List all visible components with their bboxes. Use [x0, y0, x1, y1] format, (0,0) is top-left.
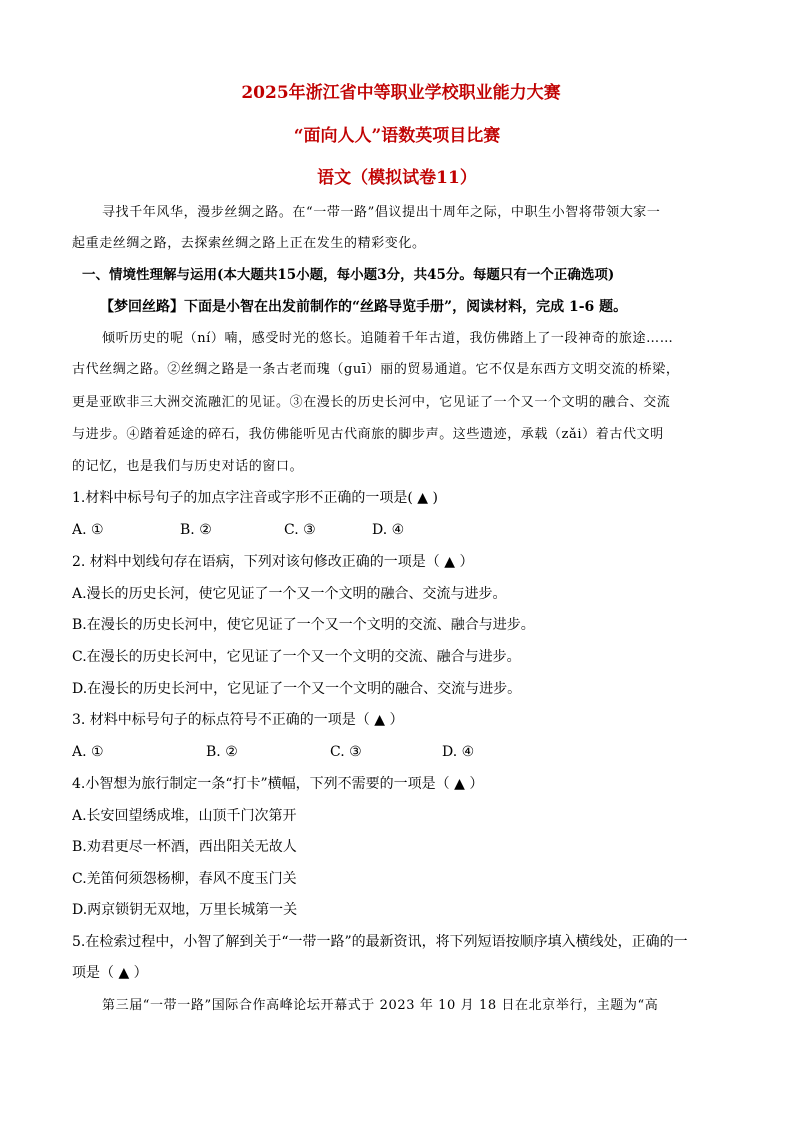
option-b: B.在漫长的历史长河中，使它见证了一个又一个文明的交流、融合与进步。 [72, 617, 535, 633]
passage-line: 倾听历史的呢（ní）喃，感受时光的悠长。追随着千年古道，我仿佛踏上了一段神奇的旅途…… [102, 331, 674, 346]
section-subheading: 【梦回丝路】下面是小智在出发前制作的“丝路导览手册”，阅读材料，完成 1-6 题。 [100, 299, 628, 315]
option-a: A.漫长的历史长河，使它见证了一个又一个文明的融合、交流与进步。 [72, 586, 507, 602]
option-b: B.劝君更尽一杯酒，西出阳关无故人 [72, 839, 297, 855]
option-a: A. ① [72, 744, 104, 760]
passage-line: 古代丝绸之路。②丝绸之路是一条古老而瑰（guī）丽的贸易通道。它不仅是东西方文明交流的桥梁， [72, 362, 680, 377]
exam-paper-name: 语文（模拟试卷11） [317, 168, 477, 188]
option-c: C. ③ [284, 522, 316, 538]
question-3-options [72, 742, 732, 762]
option-a: A. ① [72, 522, 104, 538]
option-d: D.两京锁钥无双地，万里长城第一关 [72, 902, 298, 918]
exam-subtitle: “面向人人”语数英项目比赛 [293, 126, 501, 146]
option-c: C. ③ [330, 744, 362, 760]
option-a: A.长安回望绣成堆，山顶千门次第开 [72, 808, 297, 824]
question-1-options [72, 520, 732, 540]
question-5-passage: 第三届“一带一路”国际合作高峰论坛开幕式于 2023 年 10 月 18 日在北京举行，主题为“高 [102, 998, 659, 1013]
option-c: C.在漫长的历史长河中，它见证了一个又一个文明的交流、融合与进步。 [72, 649, 521, 665]
question-5-stem-continued: 项是（ ▲ ） [72, 965, 148, 981]
option-c: C.羌笛何须怨杨柳，春风不度玉门关 [72, 871, 297, 887]
question-4-stem: 4.小智想为旅行制定一条“打卡”横幅，下列不需要的一项是（ ▲ ） [72, 776, 484, 792]
passage-line: 更是亚欧非三大洲交流融汇的见证。③在漫长的历史长河中，它见证了一个又一个文明的融合、交流 [72, 395, 671, 410]
intro-line-2: 起重走丝绸之路，去探索丝绸之路上正在发生的精彩变化。 [72, 236, 426, 251]
question-3-stem: 3. 材料中标号句子的标点符号不正确的一项是（ ▲ ） [72, 712, 404, 728]
intro-line-1: 寻找千年风华，漫步丝绸之路。在“一带一路”倡议提出十周年之际，中职生小智将带领大家一 [102, 205, 661, 220]
question-5-stem: 5.在检索过程中，小智了解到关于“一带一路”的最新资讯，将下列短语按顺序填入横线处，正确的一 [72, 934, 688, 950]
option-d: D. ④ [372, 522, 405, 538]
option-d: D.在漫长的历史长河中，它见证了一个又一个文明的融合、交流与进步。 [72, 681, 522, 697]
option-d: D. ④ [442, 744, 475, 760]
section-heading: 一、情境性理解与运用(本大题共15小题，每小题3分，共45分。每题只有一个正确选项) [82, 267, 615, 283]
passage-line: 的记忆，也是我们与历史对话的窗口。 [72, 459, 304, 474]
exam-title: 2025年浙江省中等职业学校职业能力大赛 [241, 83, 561, 103]
passage-line: 与进步。④踏着延途的碎石，我仿佛能听见古代商旅的脚步声。这些遗迹，承载（zǎi）着古代文明 [72, 427, 664, 442]
question-1-stem: 1.材料中标号句子的加点字注音或字形不正确的一项是( ▲ ) [72, 490, 438, 506]
question-2-stem: 2. 材料中划线句存在语病，下列对该句修改正确的一项是（ ▲ ） [72, 554, 474, 570]
option-b: B. ② [206, 744, 238, 760]
option-b: B. ② [180, 522, 212, 538]
